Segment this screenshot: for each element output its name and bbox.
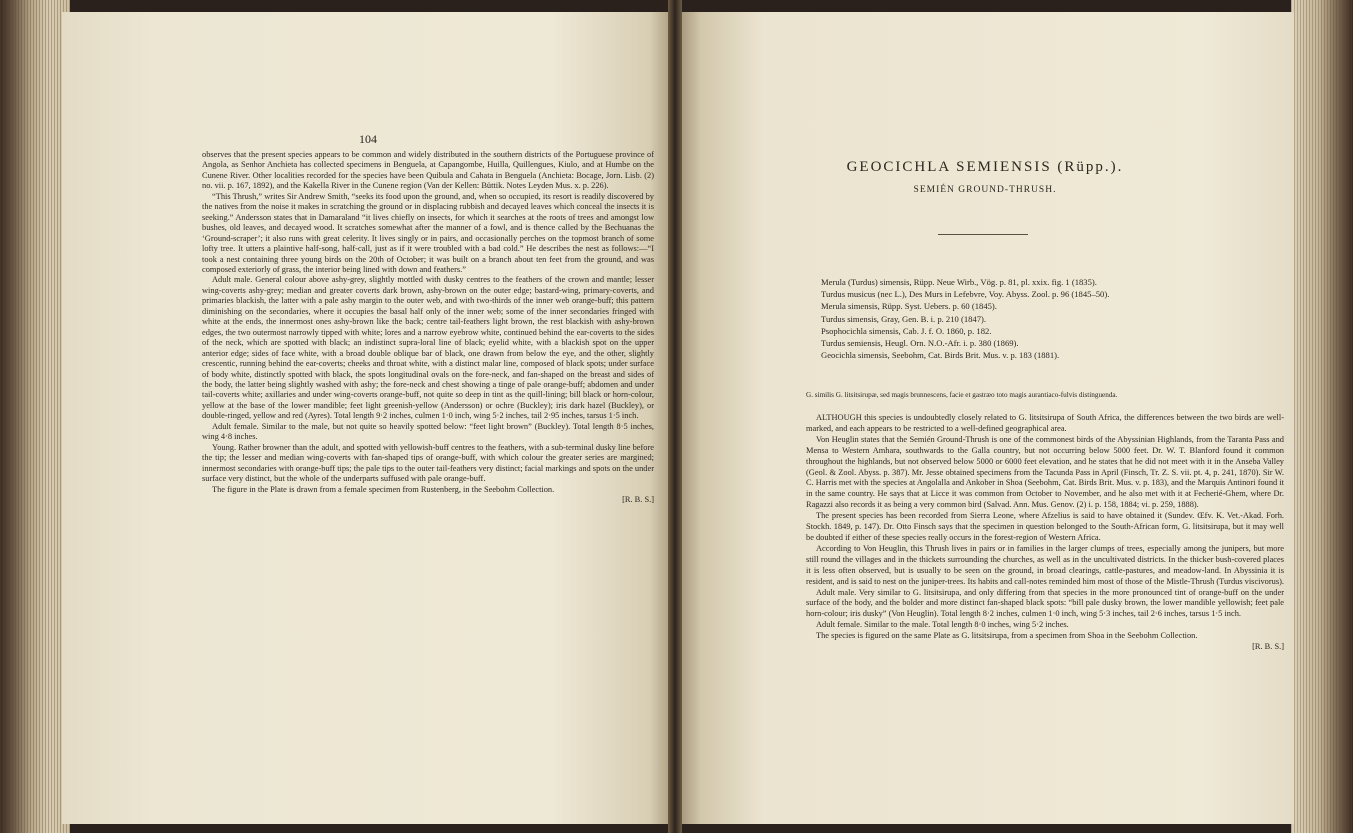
- paragraph: The figure in the Plate is drawn from a female specimen from Rustenberg, in the Seebohm Collection.: [212, 484, 555, 494]
- synonym: Turdus simensis, Gray, Gen. B. i. p. 210 (1847).: [821, 313, 987, 324]
- right-page-body: [806, 413, 1284, 653]
- paragraph: The present species has been recorded from Sierra Leone, where Afzelius is said to have obtained it (Sundev. Œfv. K. Vet.-Akad. Forh. Stockh. 1849, p. 147). Dr. Otto Finsch says that the specimen in question belonged to the South-African form, G. litsitsirupa, but it may well be doubted if either of these species really occurs in the forest-region of Western Africa.: [806, 511, 1284, 542]
- synonym: Turdus musicus (nec L.), Des Murs in Lefebvre, Voy. Abyss. Zool. p. 96 (1845–50).: [821, 289, 1110, 300]
- paragraph: Adult female. Similar to the male. Total length 8·0 inches, wing 5·2 inches.: [816, 620, 1069, 630]
- paragraph: Young. Rather browner than the adult, and spotted with yellowish-buff centres to the feathers, with a sub-terminal dusky line before the tip; the lesser and median wing-coverts with fan-shaped tips of orange-buff, with which colour the greater series are margined; innermost secondaries with orange-buff tips; the pale tips to the outer tail-feathers very distinct; facial markings and spots on the under surface very distinct, but the whole of the underparts suffused with pale orange-buff.: [202, 442, 654, 484]
- paragraph: According to Von Heuglin, this Thrush lives in pairs or in families in the larger clumps of trees, especially among the junipers, but more still round the villages and in the thickets surrounding the churches, as well as in the uncultivated districts. In the thicker bush-covered places it is less often observed, but is usually to be seen on the ground, in broad clearings, cattle-pastures, and meadow-land. In Abyssinia it is resident, and is said to nest on the juniper-trees. Its habits and call-notes reminded him most of those of the Mistle-Thrush (Turdus viscivorus).: [806, 543, 1284, 586]
- synonymy-list: [821, 276, 1241, 361]
- synonym: Turdus semiensis, Heugl. Orn. N.O.-Afr. i. p. 380 (1869).: [821, 338, 1019, 349]
- paragraph: Adult male. Very similar to G. litsitsirupa, and only differing from that species in the more pronounced tint of orange-buff on the under surface of the body, and the bolder and more distinct fan-shaped black spots: “bill pale dusky brown, the lower mandible yellowish; feet pale horn-colour; iris dusky” (Von Heuglin). Total length 8·2 inches, culmen 1·0 inch, wing 5·3 inches, tail 2·6 inches, tarsus 1·5 inch.: [806, 587, 1284, 619]
- paragraph: observes that the present species appears to be common and widely distributed in the southern districts of the Portuguese province of Angola, as Senhor Anchieta has collected specimens in Benguela, at Capangombe, Huilla, Quillengues, Kiulo, and at Humbe on the Cunene River. Other localities recorded for the species have been Quibula and Cahata in Benguela (Anchieta: Bocage, Jorn. Lisb. (2) no. vii. p. 167, 1892), and the Kakella River in the Cunene region (Van der Kellen: Büttik. Notes Leyden Mus. x. p. 226).: [202, 150, 654, 191]
- divider: [938, 234, 1028, 235]
- book-gutter: [668, 0, 682, 833]
- right-page: [676, 12, 1294, 824]
- synonym: Geocichla simensis, Seebohm, Cat. Birds Brit. Mus. v. p. 183 (1881).: [821, 350, 1060, 361]
- paragraph: The species is figured on the same Plate as G. litsitsirupa, from a specimen from Shoa in the Seebohm Collection.: [816, 631, 1198, 641]
- paragraph: Adult female. Similar to the male, but not quite so heavily spotted below: “feet light brown” (Buckley). Total length 8·5 inches, wing 4·8 inches.: [202, 421, 654, 442]
- synonym: Psophocichla simensis, Cab. J. f. O. 1860, p. 182.: [821, 325, 992, 336]
- left-page: [62, 12, 674, 824]
- signature: [R. B. S.]: [622, 494, 654, 504]
- synonym: Merula (Turdus) simensis, Rüpp. Neue Wirb., Vög. p. 81, pl. xxix. fig. 1 (1835).: [821, 277, 1097, 287]
- signature: [R. B. S.]: [1252, 642, 1284, 652]
- left-page-edges: [0, 0, 70, 833]
- species-title: GEOCICHLA SEMIENSIS (Rüpp.).: [846, 159, 1124, 175]
- paragraph: Von Heuglin states that the Semién Ground-Thrush is one of the commonest birds of the Abyssinian Highlands, from the Taranta Pass and Mensa to Western Amhara, southwards to the Galla country, but not occurring below 5000 feet. Dr. W. T. Blanford found it common throughout the highlands, but not observed below 5000 or 6000 feet elevation, and he states that he did not meet with it in the Anseba Valley (Geol. & Zool. Abyss. p. 387). Mr. Jesse obtained specimens from the Tacunda Pass in April (Finsch, Tr. Z. S. vii. pt. 4, p. 241, 1870). Sir W. C. Harris met with the species at Angolalla and Ankober in Shoa (Seebohm, Cat. Birds Brit. Mus. v. p. 183), and the Marquis Antinori found it in the same country. He says that at Licce it was common from October to November, and he also met with it at Fecherié-Ghem, where Dr. Ragazzi also records it as being a very common bird (Salvad. Ann. Mus. Genov. (2) i. p. 158, 1884; vi. p. 259, 1888).: [806, 434, 1284, 510]
- left-page-body: [202, 150, 654, 505]
- common-name: SEMIÉN GROUND-THRUSH.: [913, 185, 1057, 195]
- latin-diagnosis: G. similis G. litsitsirupæ, sed magis brunnescens, facie et gastræo toto magis aurantiaco-fulvis distinguenda.: [806, 391, 1118, 399]
- right-page-edges: [1291, 0, 1353, 833]
- paragraph: ALTHOUGH this species is undoubtedly closely related to G. litsitsirupa of South Africa, the differences between the two birds are well-marked, and each appears to be restricted to a well-defined geographical area.: [806, 413, 1284, 433]
- page-number: 104: [359, 132, 377, 146]
- synonym: Merula simensis, Rüpp. Syst. Uebers. p. 60 (1845).: [821, 301, 997, 312]
- paragraph: Adult male. General colour above ashy-grey, slightly mottled with dusky centres to the feathers of the crown and mantle; lesser wing-coverts ashy-grey; median and greater coverts dark brown, ashy-brown on the outer edge; bastard-wing, primary-coverts, and primaries blackish, the latter with a pale ashy margin to the outer web, and with two-thirds of the inner web orange-buff; this pattern diminishing on the secondaries, where it occupies the basal half only of the inner web; some of the inner secondaries fringed with white at the ends, the innermost ones ashy-brown like the back; centre tail-feathers light brown, the rest blackish with ashy-brown edges, the two outermost narrowly tipped with white; lores and a narrow eyebrow white, continued behind the ear-coverts to the sides of the neck, which are spotted with black; an indistinct supra-loral line of black; eyelid white, with a blackish spot on the upper anterior edge; sides of face white, with a broad double oblique bar of black, one drawn from below the eye, and the other, slightly crescentic, running behind the ear-coverts; cheeks and throat white, with a distinct malar line, composed of black spots; under surface of body white, distinctly spotted with black, the spots longitudinal ovals on the fore-neck, and fan-shaped on the breast and sides of the body, the latter being slightly washed with ashy; the fore-neck and chest showing a tinge of pale orange-buff; abdomen and under tail-coverts white; axillaries and under wing-coverts orange-buff, not quite so deep in tint as the quill-lining; bill black or horn-colour, yellow at the base of the lower mandible; feet light greenish-yellow (Andersson) or ochre (Buckley); iris dark hazel (Buckley), or double-ringed, yellow and red (Ayres). Total length 9·2 inches, culmen 1·0 inch, wing 5·2 inches, tail 2·95 inches, tarsus 1·5 inch.: [202, 275, 654, 421]
- paragraph: “This Thrush,” writes Sir Andrew Smith, “seeks its food upon the ground, and, when so occupied, its resort is readily discovered by the natives from the noise it makes in scratching the ground or in displacing rubbish and decayed leaves which conceal the insects it is seeking.” Andersson states that in Damaraland “it lives chiefly on insects, for which it searches at the roots of trees and amongst low bushes, old leaves, and decayed wood. It scratches somewhat after the manner of a fowl, and is thence called by the Bechuanas the ‘Ground-scraper’; it also runs with great celerity. It lives singly or in pairs, and occasionally perches on the topmost branch of some lofty tree. It utters a plaintive half-song, half-call, just as if it were troubled with a bad cold.” He describes the nest as follows:—“I took a nest containing three young birds on the 20th of October; it was built on a branch about ten feet from the ground, and was composed exteriorly of grass, the interior being lined with down and feathers.”: [202, 191, 654, 274]
